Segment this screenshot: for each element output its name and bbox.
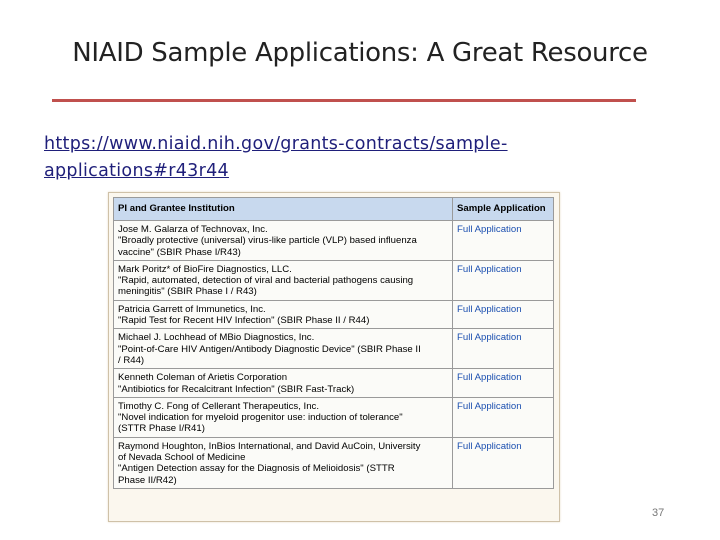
table-row [114,397,554,437]
sample-applications-table [113,197,554,489]
pi-line: "Novel indication for myeloid progenitor use: induction of tolerance" [118,412,403,424]
table-row [114,260,554,300]
pi-line: "Antibiotics for Recalcitrant Infection" (SBIR Fast-Track) [118,383,355,395]
full-application-link[interactable]: Full Application [453,300,554,329]
header-sample-application: Sample Application [453,198,554,221]
pi-line: "Point-of-Care HIV Antigen/Antibody Diagnostic Device" (SBIR Phase II [118,343,421,355]
page-number: 37 [652,507,665,519]
pi-line: Jose M. Galarza of Technovax, Inc. [118,224,268,235]
full-application-link[interactable]: Full Application [453,260,554,300]
pi-cell [114,300,453,329]
table-row [114,300,554,329]
pi-cell [114,260,453,300]
pi-line: / R44) [118,354,145,366]
pi-line: Patricia Garrett of Immunetics, Inc. [118,303,266,315]
pi-line: "Broadly protective (universal) virus-like particle (VLP) based influenza [118,235,417,247]
header-pi-institution: PI and Grantee Institution [114,198,453,221]
pi-cell [114,369,453,398]
title-divider [52,99,636,102]
pi-line: Kenneth Coleman of Arietis Corporation [118,372,288,384]
niaid-url-link[interactable] [44,131,604,185]
pi-line: Raymond Houghton, InBios International, and David AuCoin, University [118,440,421,452]
pi-line: Mark Poritz* of BioFire Diagnostics, LLC. [118,263,292,275]
full-application-link[interactable]: Full Application [453,221,554,261]
pi-line: "Antigen Detection assay for the Diagnosis of Melioidosis" (STTR [118,463,395,475]
table-row [114,329,554,369]
full-application-link[interactable]: Full Application [453,369,554,398]
url-line-2[interactable]: applications#r43r44 [44,161,229,181]
pi-line: of Nevada School of Medicine [118,452,246,464]
pi-line: "Rapid Test for Recent HIV Infection" (SBIR Phase II / R44) [118,315,370,327]
full-application-link[interactable]: Full Application [453,397,554,437]
full-application-link[interactable]: Full Application [453,329,554,369]
url-line-1[interactable]: https://www.niaid.nih.gov/grants-contracts/sample- [44,134,508,154]
slide-title: NIAID Sample Applications: A Great Resource [72,38,648,68]
pi-line: Michael J. Lochhead of MBio Diagnostics, Inc. [118,332,315,344]
pi-line: meningitis" (SBIR Phase I / R43) [118,286,257,298]
pi-line: Phase II/R42) [118,474,177,486]
table-row [114,221,554,261]
pi-cell [114,329,453,369]
table-row [114,369,554,398]
table-header-row [114,198,554,221]
table-row [114,437,554,488]
pi-cell [114,437,453,488]
pi-line: Timothy C. Fong of Cellerant Therapeutics, Inc. [118,400,320,412]
full-application-link[interactable]: Full Application [453,437,554,488]
sample-applications-table-image [108,192,560,522]
pi-cell [114,397,453,437]
pi-line: vaccine" (SBIR Phase I/R43) [118,246,241,258]
pi-line: (STTR Phase I/R41) [118,423,205,435]
pi-line: "Rapid, automated, detection of viral and bacterial pathogens causing [118,275,414,287]
pi-cell [114,221,453,261]
